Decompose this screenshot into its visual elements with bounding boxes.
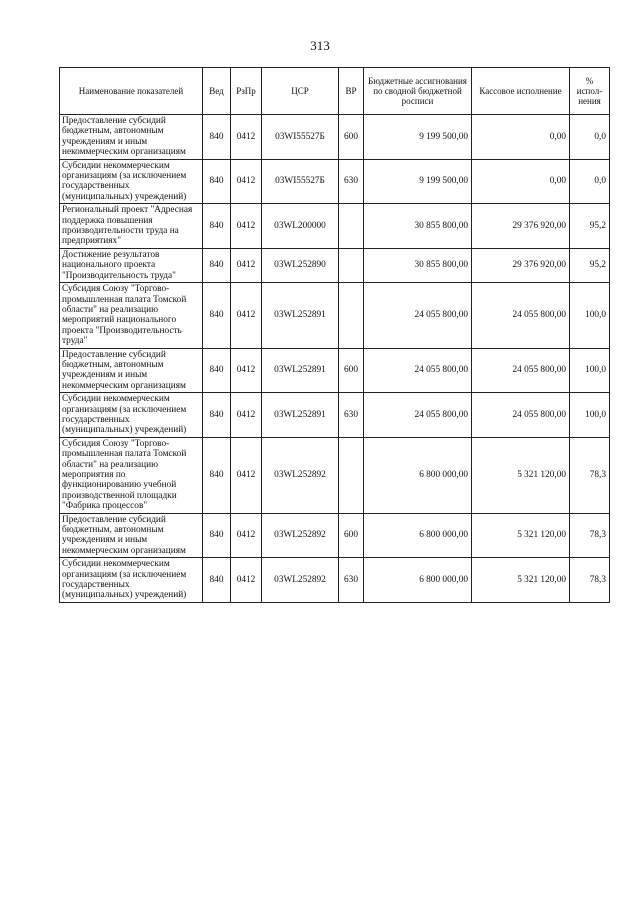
cell-name: Субсидия Союзу "Торгово-промышленная палата Томской области" на реализацию мероприятий национального проекта "Производительность труда" xyxy=(60,283,203,348)
table-row xyxy=(60,513,610,558)
header-rzpr: РзПр xyxy=(231,68,262,115)
table-row xyxy=(60,393,610,438)
cell-cash: 29 376 920,00 xyxy=(472,248,570,282)
table-row xyxy=(60,558,610,603)
cell-csr: 03WL252892 xyxy=(262,558,339,603)
cell-ved: 840 xyxy=(203,283,231,348)
cell-csr: 03WL252891 xyxy=(262,348,339,393)
cell-vr: 600 xyxy=(339,513,364,558)
cell-csr: 03WL252892 xyxy=(262,513,339,558)
table-row xyxy=(60,204,610,249)
cell-name: Субсидии некоммерческим организациям (за исключением государственных (муниципальных) учреждений) xyxy=(60,558,203,603)
cell-cash: 24 055 800,00 xyxy=(472,348,570,393)
cell-rzpr: 0412 xyxy=(231,283,262,348)
cell-ved: 840 xyxy=(203,115,231,160)
cell-rzpr: 0412 xyxy=(231,437,262,513)
table-row xyxy=(60,348,610,393)
cell-vr: 630 xyxy=(339,558,364,603)
budget-execution-table xyxy=(59,67,610,603)
cell-name: Субсидия Союзу "Торгово-промышленная палата Томской области" на реализацию мероприятия по функционированию учебной производственной площадки "Фабрика процессов" xyxy=(60,437,203,513)
table-row xyxy=(60,283,610,348)
cell-csr: 03WL252891 xyxy=(262,283,339,348)
cell-vr xyxy=(339,437,364,513)
header-ved: Вед xyxy=(203,68,231,115)
cell-cash: 5 321 120,00 xyxy=(472,513,570,558)
cell-name: Субсидии некоммерческим организациям (за исключением государственных (муниципальных) учреждений) xyxy=(60,393,203,438)
cell-cash: 5 321 120,00 xyxy=(472,558,570,603)
cell-csr: 03WL200000 xyxy=(262,204,339,249)
cell-rzpr: 0412 xyxy=(231,558,262,603)
cell-percent: 100,0 xyxy=(570,393,610,438)
cell-ved: 840 xyxy=(203,248,231,282)
table-row xyxy=(60,159,610,204)
cell-cash: 24 055 800,00 xyxy=(472,283,570,348)
cell-ved: 840 xyxy=(203,348,231,393)
header-name: Наименование показателей xyxy=(60,68,203,115)
cell-csr: 03WI55527Б xyxy=(262,115,339,160)
cell-ved: 840 xyxy=(203,437,231,513)
cell-budget: 30 855 800,00 xyxy=(364,248,472,282)
table-header-row xyxy=(60,68,610,115)
header-cash: Кассовое исполнение xyxy=(472,68,570,115)
cell-vr: 600 xyxy=(339,115,364,160)
cell-percent: 95,2 xyxy=(570,204,610,249)
cell-rzpr: 0412 xyxy=(231,513,262,558)
cell-budget: 24 055 800,00 xyxy=(364,283,472,348)
cell-ved: 840 xyxy=(203,204,231,249)
cell-vr xyxy=(339,204,364,249)
cell-rzpr: 0412 xyxy=(231,159,262,204)
cell-csr: 03WI55527Б xyxy=(262,159,339,204)
table-row xyxy=(60,248,610,282)
table-row xyxy=(60,437,610,513)
cell-vr: 600 xyxy=(339,348,364,393)
cell-cash: 24 055 800,00 xyxy=(472,393,570,438)
cell-rzpr: 0412 xyxy=(231,393,262,438)
cell-budget: 6 800 000,00 xyxy=(364,437,472,513)
cell-name: Предоставление субсидий бюджетным, автономным учреждениям и иным некоммерческим организациям xyxy=(60,513,203,558)
cell-rzpr: 0412 xyxy=(231,204,262,249)
cell-ved: 840 xyxy=(203,159,231,204)
table-row xyxy=(60,115,610,160)
cell-rzpr: 0412 xyxy=(231,115,262,160)
header-vr: ВР xyxy=(339,68,364,115)
cell-vr: 630 xyxy=(339,393,364,438)
cell-csr: 03WL252892 xyxy=(262,437,339,513)
cell-cash: 5 321 120,00 xyxy=(472,437,570,513)
cell-percent: 100,0 xyxy=(570,348,610,393)
cell-vr: 630 xyxy=(339,159,364,204)
cell-budget: 24 055 800,00 xyxy=(364,393,472,438)
header-csr: ЦСР xyxy=(262,68,339,115)
cell-name: Предоставление субсидий бюджетным, автономным учреждениям и иным некоммерческим организациям xyxy=(60,115,203,160)
cell-vr xyxy=(339,248,364,282)
header-percent: % испол- нения xyxy=(570,68,610,115)
cell-ved: 840 xyxy=(203,513,231,558)
cell-percent: 95,2 xyxy=(570,248,610,282)
cell-percent: 0,0 xyxy=(570,115,610,160)
cell-budget: 30 855 800,00 xyxy=(364,204,472,249)
cell-ved: 840 xyxy=(203,558,231,603)
cell-percent: 78,3 xyxy=(570,513,610,558)
cell-name: Региональный проект "Адресная поддержка повышения производительности труда на предприятиях" xyxy=(60,204,203,249)
cell-percent: 78,3 xyxy=(570,558,610,603)
cell-percent: 100,0 xyxy=(570,283,610,348)
cell-csr: 03WL252890 xyxy=(262,248,339,282)
cell-cash: 0,00 xyxy=(472,115,570,160)
cell-budget: 9 199 500,00 xyxy=(364,159,472,204)
header-budget: Бюджетные ассигнования по сводной бюджетной росписи xyxy=(364,68,472,115)
table-body xyxy=(60,115,610,603)
cell-cash: 29 376 920,00 xyxy=(472,204,570,249)
cell-name: Предоставление субсидий бюджетным, автономным учреждениям и иным некоммерческим организациям xyxy=(60,348,203,393)
cell-ved: 840 xyxy=(203,393,231,438)
cell-budget: 24 055 800,00 xyxy=(364,348,472,393)
cell-name: Субсидии некоммерческим организациям (за исключением государственных (муниципальных) учреждений) xyxy=(60,159,203,204)
cell-rzpr: 0412 xyxy=(231,348,262,393)
cell-percent: 0,0 xyxy=(570,159,610,204)
cell-percent: 78,3 xyxy=(570,437,610,513)
cell-budget: 6 800 000,00 xyxy=(364,558,472,603)
cell-name: Достижение результатов национального проекта "Производительность труда" xyxy=(60,248,203,282)
cell-budget: 9 199 500,00 xyxy=(364,115,472,160)
cell-csr: 03WL252891 xyxy=(262,393,339,438)
cell-rzpr: 0412 xyxy=(231,248,262,282)
cell-budget: 6 800 000,00 xyxy=(364,513,472,558)
page-number: 313 xyxy=(310,38,330,53)
cell-vr xyxy=(339,283,364,348)
cell-cash: 0,00 xyxy=(472,159,570,204)
